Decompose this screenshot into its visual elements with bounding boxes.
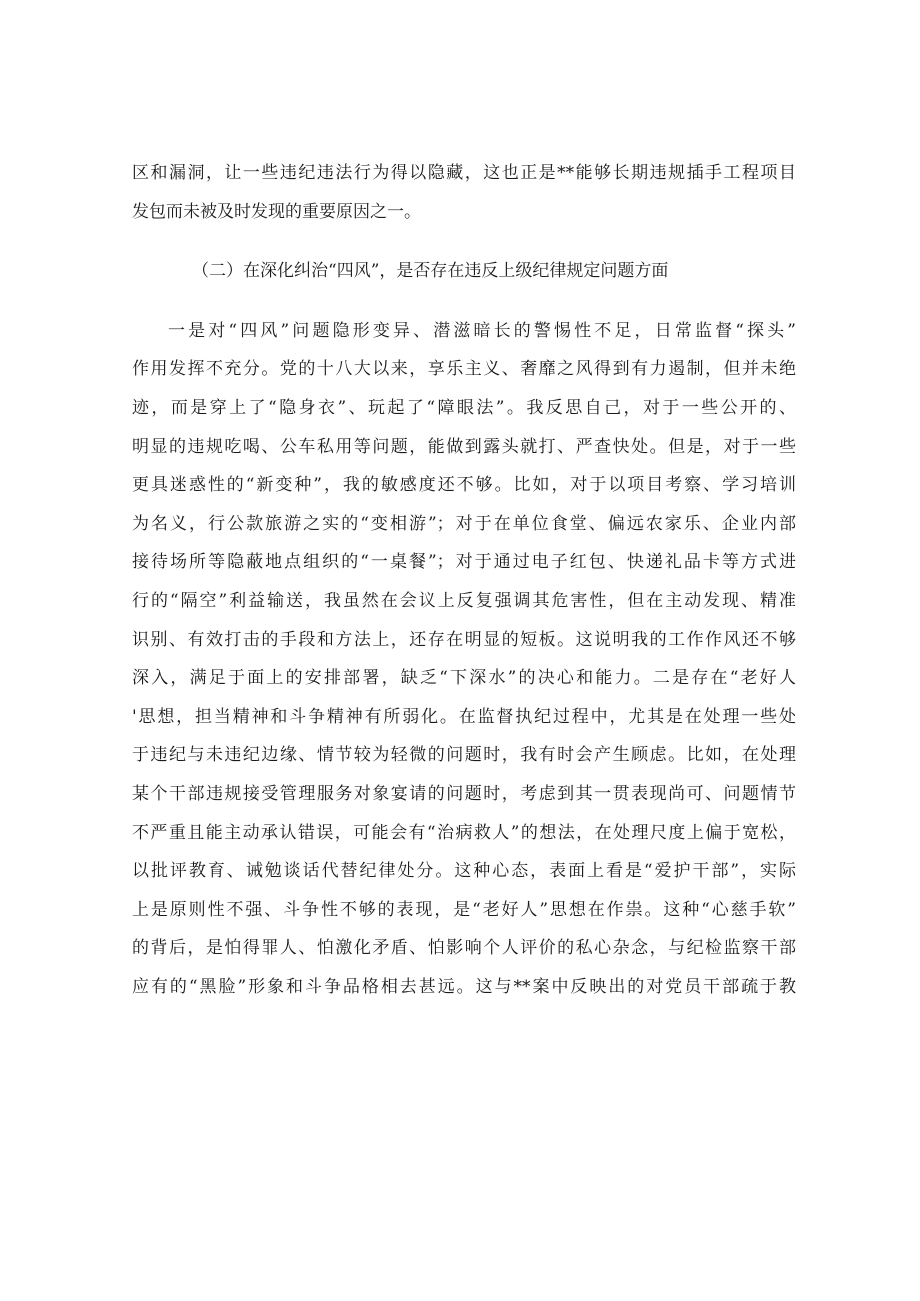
paragraph-2-line: 明显的违规吃喝、公车私用等问题，能做到露头就打、严查快处。但是，对于一些 [132, 436, 796, 457]
paragraph-2-line: 一是对“四风”问题隐形变异、潜滋暗长的警惕性不足，日常监督“探头” [168, 320, 796, 341]
paragraph-2-line: 为名义，行公款旅游之实的“变相游”；对于在单位食堂、偏远农家乐、企业内部 [132, 513, 796, 534]
paragraph-2-line: 于违纪与未违纪边缘、情节较为轻微的问题时，我有时会产生顾虑。比如，在处理 [132, 745, 796, 766]
paragraph-2-line: 以批评教育、诫勉谈话代替纪律处分。这种心态，表面上看是“爱护干部”，实际 [132, 861, 796, 882]
paragraph-1-line: 区和漏洞，让一些违纪违法行为得以隐藏，这也正是**能够长期违规插手工程项目 [132, 163, 796, 183]
section-heading [132, 252, 796, 291]
paragraph-2-line: 迹，而是穿上了“隐身衣”、玩起了“障眼法”。我反思自己，对于一些公开的、 [132, 397, 796, 418]
paragraph-2-line: 接待场所等隐蔽地点组织的“一桌餐”；对于通过电子红包、快递礼品卡等方式进 [132, 552, 796, 573]
paragraph-2-line: 的背后，是怕得罪人、怕激化矛盾、怕影响个人评价的私心杂念，与纪检监察干部 [132, 938, 796, 959]
paragraph-2-line: 上是原则性不强、斗争性不够的表现，是“老好人”思想在作祟。这种“心慈手软” [132, 899, 796, 920]
document-body [132, 154, 796, 1006]
section-heading-text: （二）在深化纠治“四风”，是否存在违反上级纪律规定问题方面 [192, 261, 669, 282]
paragraph-2-line: '思想，担当精神和斗争精神有所弱化。在监督执纪过程中，尤其是在处理一些处 [132, 706, 796, 727]
paragraph-2-line: 作用发挥不充分。党的十八大以来，享乐主义、奢靡之风得到有力遏制，但并未绝 [132, 359, 796, 380]
paragraph-1-line: 发包而未被及时发现的重要原因之一。 [132, 201, 421, 222]
paragraph-2-line: 更具迷惑性的“新变种”，我的敏感度还不够。比如，对于以项目考察、学习培训 [132, 475, 796, 496]
paragraph-2 [132, 312, 796, 1007]
paragraph-2-line: 不严重且能主动承认错误，可能会有“治病救人”的想法，在处理尺度上偏于宽松， [132, 822, 796, 843]
paragraph-2-line: 行的“隔空”利益输送，我虽然在会议上反复强调其危害性，但在主动发现、精准 [132, 590, 796, 611]
paragraph-spacer [132, 231, 796, 252]
paragraph-2-line: 深入，满足于面上的安排部署，缺乏“下深水”的决心和能力。二是存在“老好人 [132, 668, 796, 689]
paragraph-1 [132, 154, 796, 231]
paragraph-2-line: 应有的“黑脸”形象和斗争品格相去甚远。这与**案中反映出的对党员干部疏于教 [132, 976, 796, 997]
paragraph-2-line: 识别、有效打击的手段和方法上，还存在明显的短板。这说明我的工作作风还不够 [132, 629, 796, 650]
paragraph-2-line: 某个干部违规接受管理服务对象宴请的问题时，考虑到其一贯表现尚可、问题情节 [132, 783, 796, 804]
paragraph-spacer [132, 291, 796, 312]
